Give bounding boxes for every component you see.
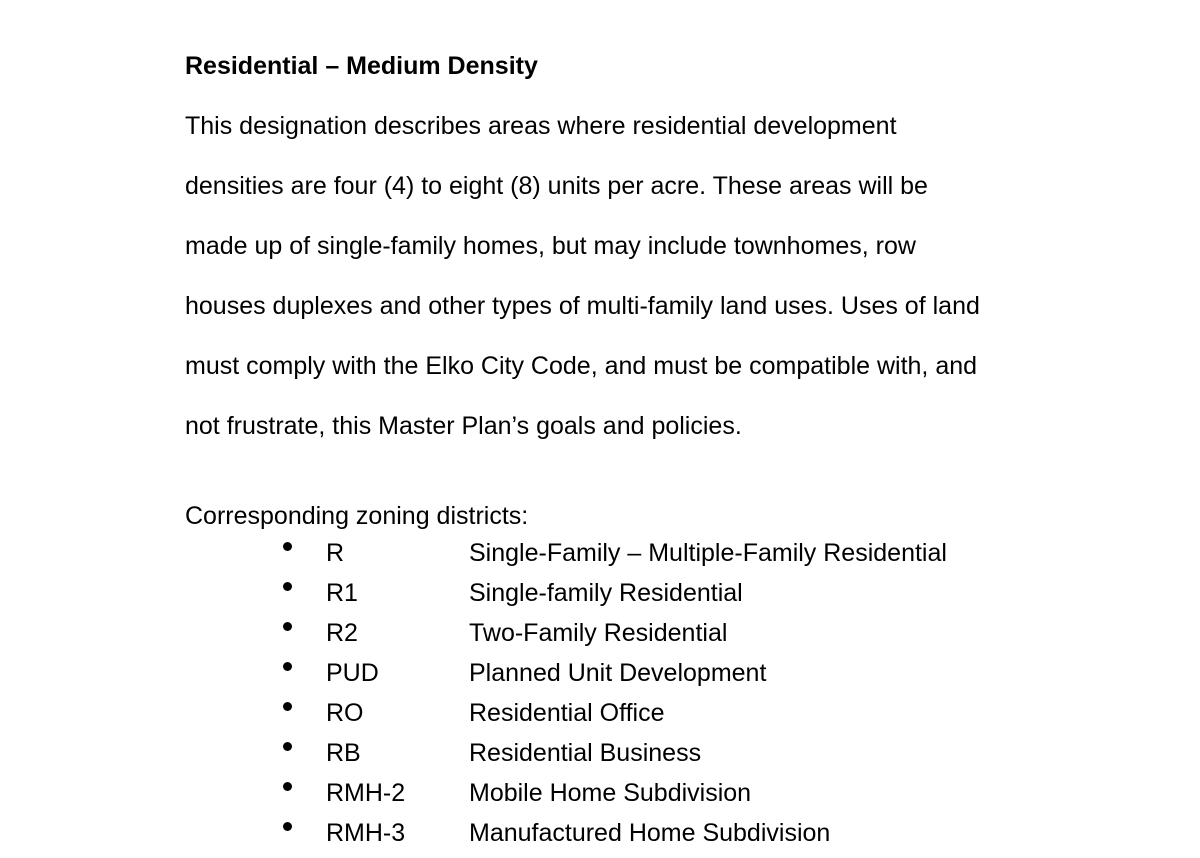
zoning-description: Residential Office	[469, 699, 665, 727]
section-heading: Residential – Medium Density	[185, 52, 538, 80]
zoning-code: RMH-2	[326, 779, 406, 807]
list-item	[185, 738, 1085, 778]
zoning-code: R1	[326, 579, 358, 607]
zoning-code: R	[326, 539, 345, 567]
bullet-icon	[283, 742, 292, 751]
paragraph-line: must comply with the Elko City Code, and must be compatible with, and	[185, 352, 978, 380]
bullet-icon	[283, 622, 292, 631]
zoning-districts-title: Corresponding zoning districts:	[185, 502, 529, 530]
zoning-description: Planned Unit Development	[469, 659, 767, 687]
list-item	[185, 578, 1085, 618]
paragraph-line: densities are four (4) to eight (8) units per acre. These areas will be	[185, 172, 928, 200]
zoning-description: Single-Family – Multiple-Family Residential	[469, 539, 947, 567]
list-item	[185, 698, 1085, 738]
zoning-code: RO	[326, 699, 364, 727]
bullet-icon	[283, 702, 292, 711]
bullet-icon	[283, 822, 292, 831]
bullet-icon	[283, 662, 292, 671]
zoning-description: Two-Family Residential	[469, 619, 728, 647]
zoning-code: R2	[326, 619, 358, 647]
document-body	[185, 51, 1085, 858]
zoning-description: Mobile Home Subdivision	[469, 779, 752, 807]
bullet-icon	[283, 582, 292, 591]
zoning-districts-list	[185, 538, 1085, 858]
paragraph-line: made up of single-family homes, but may include townhomes, row	[185, 232, 916, 260]
zoning-description: Residential Business	[469, 739, 702, 767]
zoning-code: RMH-3	[326, 819, 406, 847]
bullet-icon	[283, 542, 292, 551]
list-item	[185, 818, 1085, 858]
zoning-code: PUD	[326, 659, 379, 687]
zoning-code: RB	[326, 739, 361, 767]
paragraph-line: not frustrate, this Master Plan’s goals and policies.	[185, 412, 742, 440]
description-paragraph	[185, 81, 1085, 471]
paragraph-line: houses duplexes and other types of multi-family land uses. Uses of land	[185, 292, 980, 320]
zoning-description: Manufactured Home Subdivision	[469, 819, 831, 847]
list-item	[185, 538, 1085, 578]
bullet-icon	[283, 782, 292, 791]
list-item	[185, 618, 1085, 658]
paragraph-line: This designation describes areas where residential development	[185, 112, 897, 140]
list-item	[185, 658, 1085, 698]
zoning-description: Single-family Residential	[469, 579, 743, 607]
list-item	[185, 778, 1085, 818]
